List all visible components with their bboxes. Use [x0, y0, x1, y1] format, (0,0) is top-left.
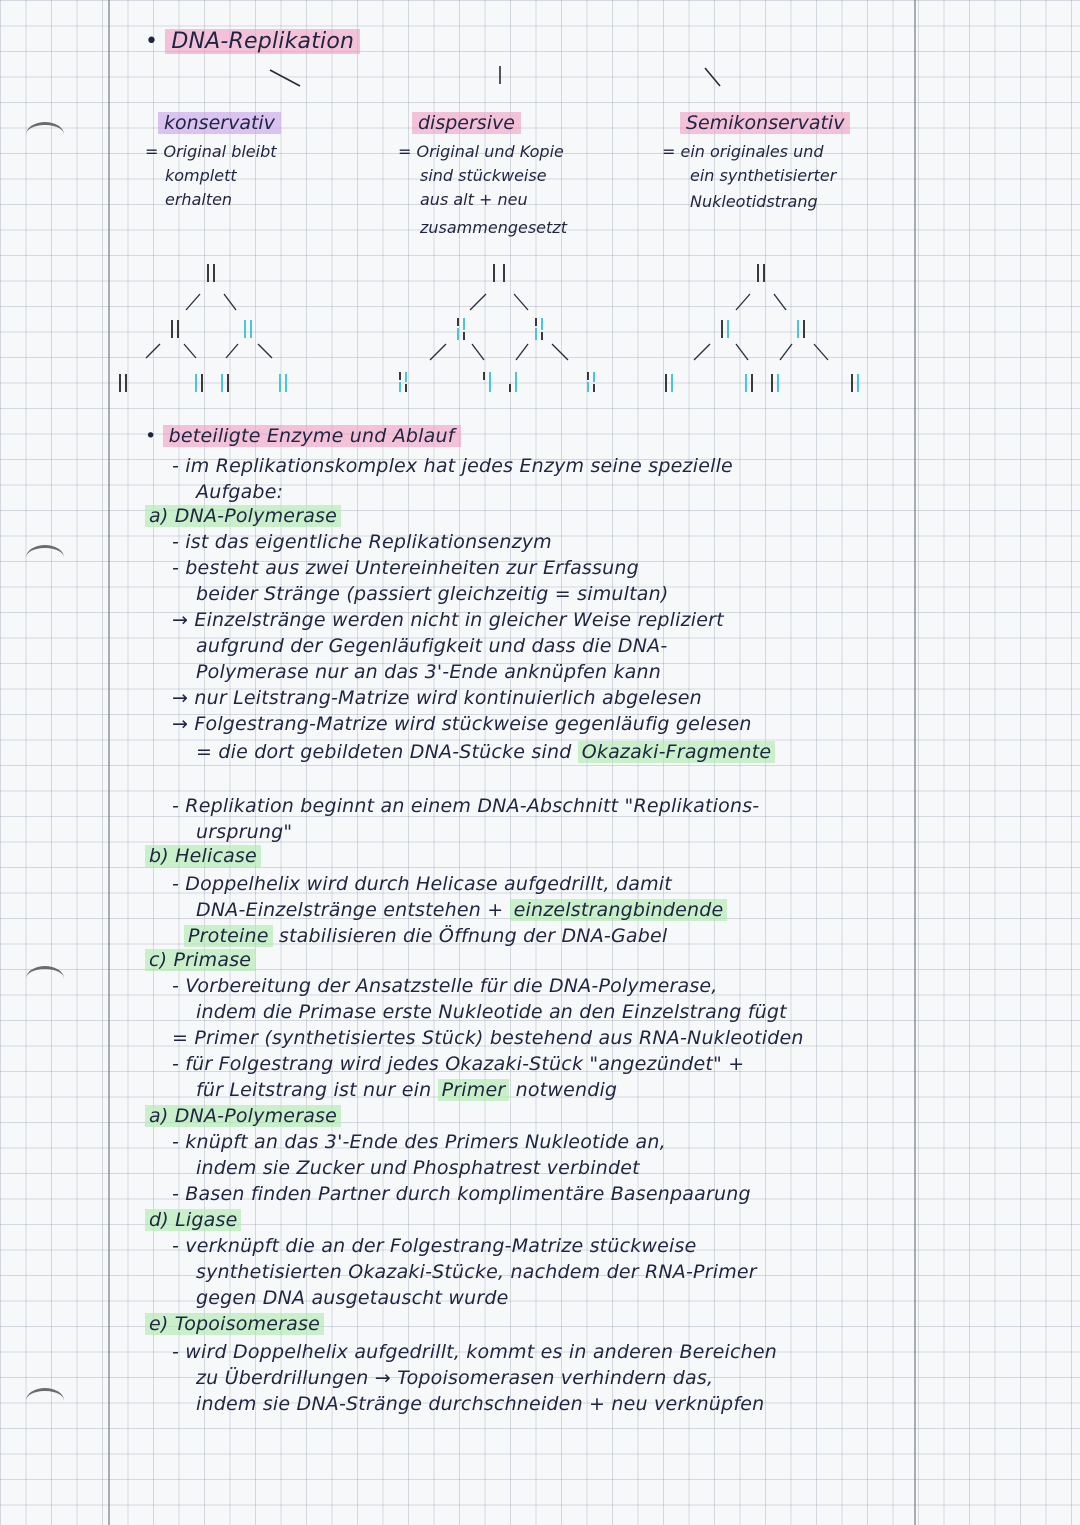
enzyme-label-primase: c) Primase — [145, 948, 255, 972]
text-line: - Vorbereitung der Ansatzstelle für die DNA-Polymerase, — [172, 975, 718, 997]
intro-line: Aufgabe: — [196, 481, 284, 503]
text-line: - wird Doppelhelix aufgedrillt, kommt es in anderen Bereichen — [172, 1341, 777, 1363]
model-desc: komplett — [165, 166, 237, 185]
text-line: indem sie DNA-Stränge durchschneiden + neu verknüpfen — [196, 1393, 765, 1415]
text-line: - besteht aus zwei Untereinheiten zur Erfassung — [172, 557, 639, 579]
text-line: beider Stränge (passiert gleichzeitig = simultan) — [196, 583, 669, 605]
enzyme-label-topoisomerase: e) Topoisomerase — [145, 1312, 324, 1336]
model-desc: = Original bleibt — [145, 142, 277, 161]
dispersive-diagram — [400, 264, 594, 392]
model-desc: erhalten — [165, 190, 233, 209]
replication-diagrams — [0, 0, 1080, 420]
text-line: - Replikation beginnt an einem DNA-Abschnitt "Replikations- — [172, 795, 760, 817]
text-line: für Leitstrang ist nur ein Primer notwendig — [196, 1079, 618, 1101]
text-line: Polymerase nur an das 3'-Ende anknüpfen kann — [196, 661, 662, 683]
title-branch-lines — [270, 66, 720, 86]
model-title-dispersive: dispersive — [412, 112, 521, 134]
text-line: DNA-Einzelstränge entstehen + einzelstrangbindende — [196, 898, 727, 922]
enzyme-label-helicase: b) Helicase — [145, 844, 261, 868]
model-desc: = ein originales und — [662, 142, 824, 161]
text-line: Proteine stabilisieren die Öffnung der DNA-Gabel — [184, 924, 667, 948]
enzyme-label-dna-polymerase: a) DNA-Polymerase — [145, 504, 341, 528]
text-line: → Einzelstränge werden nicht in gleicher Weise repliziert — [172, 609, 724, 631]
model-desc: ein synthetisierter — [690, 166, 837, 185]
punch-hole — [26, 545, 64, 570]
text-line: indem die Primase erste Nukleotide an den Einzelstrang fügt — [196, 1001, 787, 1023]
text-line: - verknüpft die an der Folgestrang-Matrize stückweise — [172, 1235, 697, 1257]
text-line: ursprung" — [196, 821, 293, 843]
text-line: aufgrund der Gegenläufigkeit und dass die DNA- — [196, 635, 668, 657]
text-line: → Folgestrang-Matrize wird stückweise gegenläufig gelesen — [172, 713, 752, 735]
page-title-text: DNA-Replikation — [165, 29, 360, 54]
punch-hole — [26, 966, 64, 991]
intro-line: - im Replikationskomplex hat jedes Enzym seine spezielle — [172, 455, 733, 477]
text-line: - Doppelhelix wird durch Helicase aufgedrillt, damit — [172, 873, 672, 895]
text-line: - knüpft an das 3'-Ende des Primers Nukleotide an, — [172, 1131, 666, 1153]
text-line: - Basen finden Partner durch komplimentäre Basenpaarung — [172, 1183, 751, 1205]
text-line: - ist das eigentliche Replikationsenzym — [172, 531, 552, 553]
text-line: - für Folgestrang wird jedes Okazaki-Stück "angezündet" + — [172, 1053, 745, 1075]
text-line: → nur Leitstrang-Matrize wird kontinuierlich abgelesen — [172, 687, 702, 709]
model-title-konservativ: konservativ — [158, 112, 281, 134]
model-desc: Nukleotidstrang — [690, 192, 818, 211]
page-title: • DNA-Replikation — [145, 30, 360, 54]
text-line: indem sie Zucker und Phosphatrest verbindet — [196, 1157, 640, 1179]
konservativ-diagram — [120, 264, 286, 392]
model-desc: zusammengesetzt — [420, 218, 567, 237]
model-desc: aus alt + neu — [420, 190, 528, 209]
semikonservativ-diagram — [666, 264, 858, 392]
enzyme-label-ligase: d) Ligase — [145, 1208, 241, 1232]
enzyme-label-dna-polymerase-2: a) DNA-Polymerase — [145, 1104, 341, 1128]
text-line: = Primer (synthetisiertes Stück) bestehend aus RNA-Nukleotiden — [172, 1027, 804, 1049]
punch-hole — [26, 1388, 64, 1413]
text-line: zu Überdrillungen → Topoisomerasen verhindern das, — [196, 1367, 714, 1389]
model-desc: sind stückweise — [420, 166, 547, 185]
model-title-semikonservativ: Semikonservativ — [680, 112, 850, 134]
model-desc: = Original und Kopie — [398, 142, 564, 161]
text-line: synthetisierten Okazaki-Stücke, nachdem der RNA-Primer — [196, 1261, 757, 1283]
text-line: gegen DNA ausgetauscht wurde — [196, 1287, 509, 1309]
section-heading: • beteiligte Enzyme und Ablauf — [145, 424, 461, 448]
text-line: = die dort gebildeten DNA-Stücke sind Okazaki-Fragmente — [196, 740, 775, 764]
